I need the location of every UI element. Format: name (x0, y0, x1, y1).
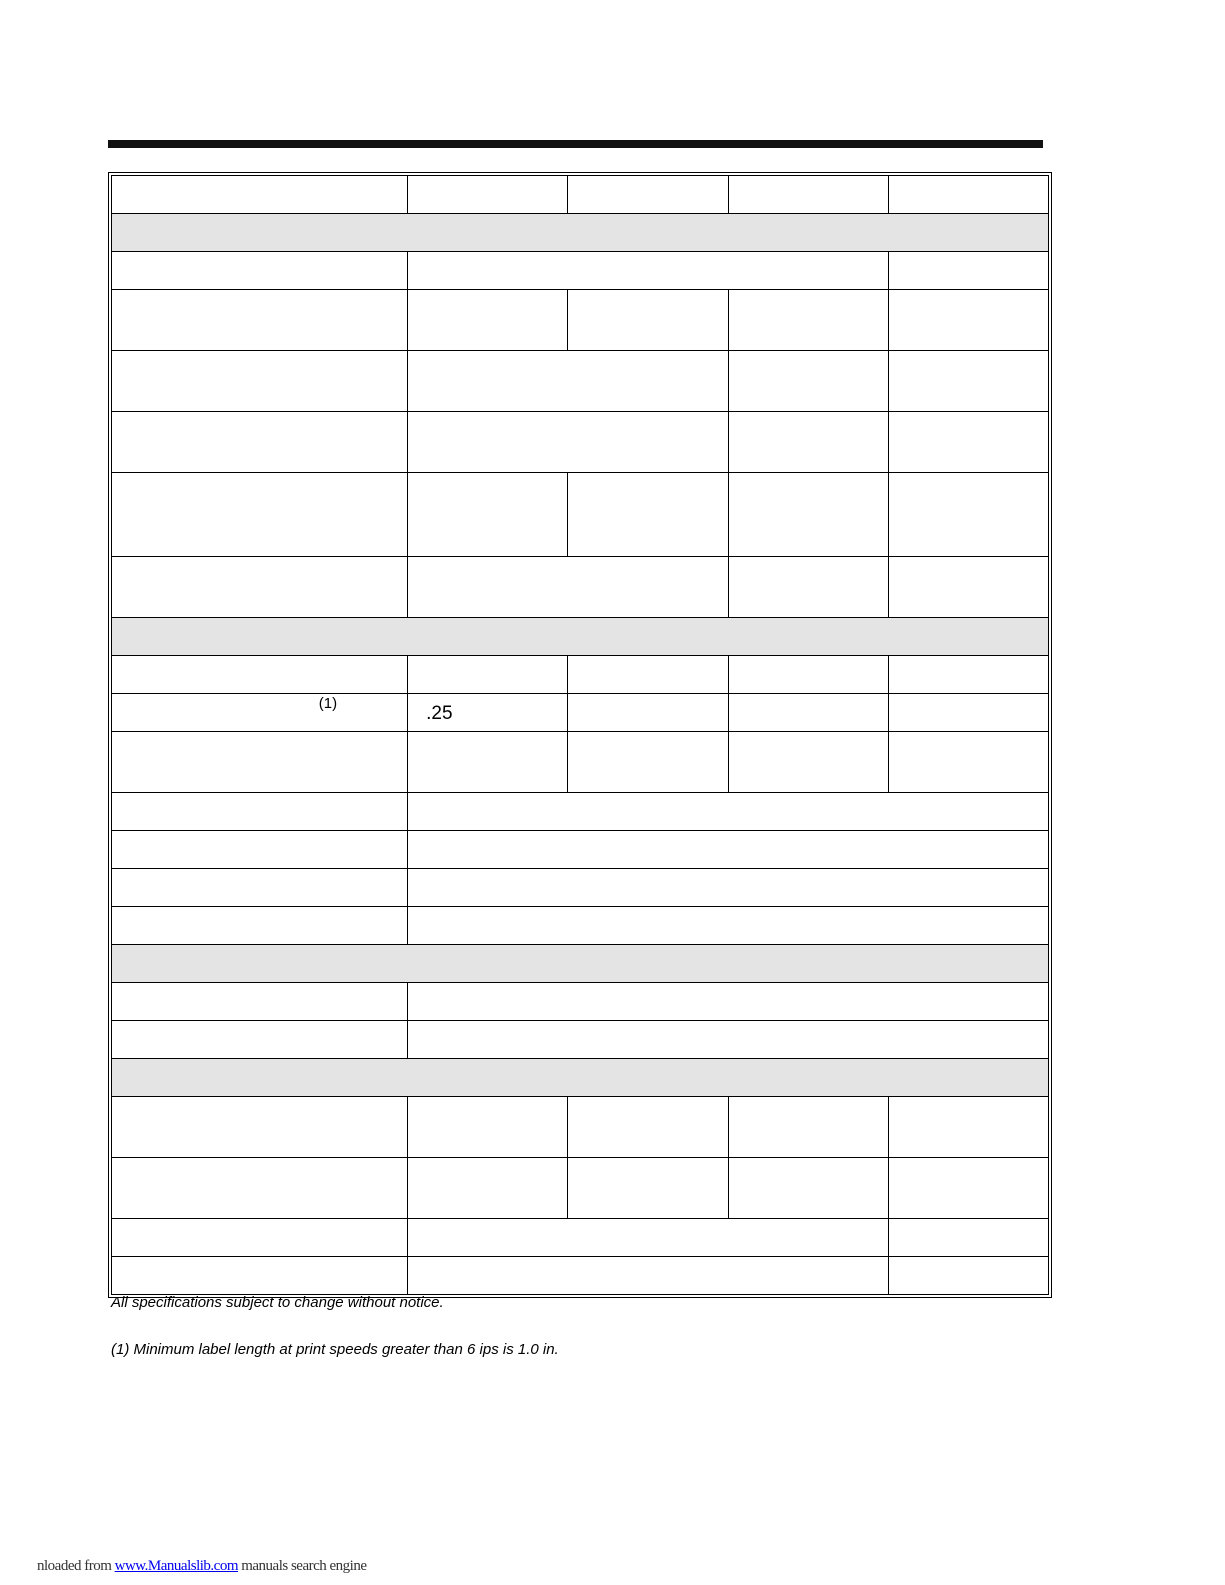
spec-label-cell (112, 557, 408, 618)
spec-label-cell (112, 351, 408, 412)
table-row (112, 869, 1049, 907)
header-cell (112, 176, 408, 214)
table-row (112, 290, 1049, 351)
spec-value-cell (408, 1257, 889, 1295)
spec-value-cell (728, 557, 888, 618)
spec-value-cell (888, 1158, 1048, 1219)
spec-label-cell (112, 412, 408, 473)
spec-value-cell (408, 907, 1049, 945)
spec-value-cell (888, 694, 1048, 732)
section-cell (112, 1059, 1049, 1097)
min-label-length-value: .25 (426, 703, 453, 724)
spec-value-cell (408, 1158, 568, 1219)
spec-value-cell (888, 1257, 1048, 1295)
spec-value-cell (728, 290, 888, 351)
spec-value-cell (408, 831, 1049, 869)
spec-value-cell (728, 473, 888, 557)
header-cell (888, 176, 1048, 214)
spec-label-cell (112, 983, 408, 1021)
header-row (112, 176, 1049, 214)
spec-value-cell (408, 557, 728, 618)
section-row (112, 1059, 1049, 1097)
footer-suffix: manuals search engine (237, 1558, 367, 1574)
table-row (112, 412, 1049, 473)
section-row (112, 945, 1049, 983)
spec-value-cell (568, 656, 728, 694)
footer-prefix: nloaded from (37, 1558, 112, 1574)
spec-value-cell (568, 290, 728, 351)
section-row (112, 214, 1049, 252)
spec-label-cell (112, 793, 408, 831)
spec-value-cell (888, 351, 1048, 412)
table-row (112, 1097, 1049, 1158)
spec-value-cell (728, 732, 888, 793)
table-row (112, 1219, 1049, 1257)
spec-value-cell (888, 656, 1048, 694)
table-row (112, 252, 1049, 290)
spec-value-cell (408, 656, 568, 694)
spec-value-cell (728, 1097, 888, 1158)
spec-value-cell (408, 1021, 1049, 1059)
table-row (112, 1257, 1049, 1295)
header-cell (408, 176, 568, 214)
spec-label-cell (112, 1097, 408, 1158)
footnote-text: (1) Minimum label length at print speeds greater than 6 ips is 1.0 in. (111, 1341, 559, 1358)
table-row (112, 351, 1049, 412)
spec-value-cell (568, 694, 728, 732)
spec-value-cell (408, 473, 568, 557)
spec-value-cell (408, 252, 889, 290)
spec-value-cell (568, 1158, 728, 1219)
spec-label-cell (112, 1219, 408, 1257)
table-row (112, 557, 1049, 618)
spec-value-cell (408, 793, 1049, 831)
spec-value-cell (888, 1097, 1048, 1158)
spec-value-cell (568, 732, 728, 793)
spec-label-cell (112, 732, 408, 793)
spec-value-cell (568, 1097, 728, 1158)
spec-value-cell (408, 1097, 568, 1158)
table-row (112, 1158, 1049, 1219)
spec-value-cell (408, 1219, 889, 1257)
table-row (112, 1021, 1049, 1059)
spec-value-cell (728, 656, 888, 694)
table-row (112, 473, 1049, 557)
spec-label-cell (112, 907, 408, 945)
spec-label-cell (112, 869, 408, 907)
spec-value-cell (408, 351, 728, 412)
header-cell (568, 176, 728, 214)
top-rule (108, 140, 1043, 148)
spec-value-cell (408, 732, 568, 793)
spec-label-cell (112, 1021, 408, 1059)
spec-value-cell (728, 412, 888, 473)
spec-value-cell (408, 412, 728, 473)
table-row (112, 732, 1049, 793)
spec-value-cell (888, 290, 1048, 351)
section-cell (112, 214, 1049, 252)
spec-label-cell (112, 694, 408, 732)
section-row (112, 618, 1049, 656)
header-cell (728, 176, 888, 214)
section-cell (112, 618, 1049, 656)
manualslib-link[interactable]: www.Manualslib.com (114, 1558, 238, 1574)
table-row (112, 656, 1049, 694)
spec-value-cell (408, 694, 568, 732)
spec-value-cell (408, 290, 568, 351)
table-row (112, 907, 1049, 945)
spec-label-cell (112, 473, 408, 557)
spec-value-cell (888, 732, 1048, 793)
table-row (112, 694, 1049, 732)
spec-value-cell (568, 473, 728, 557)
spec-value-cell (888, 473, 1048, 557)
spec-label-cell (112, 831, 408, 869)
section-cell (112, 945, 1049, 983)
spec-value-cell (888, 252, 1048, 290)
spec-value-cell (728, 351, 888, 412)
spec-label-cell (112, 1158, 408, 1219)
spec-value-cell (888, 412, 1048, 473)
spec-value-cell (408, 869, 1049, 907)
table-row (112, 983, 1049, 1021)
spec-table (111, 175, 1049, 1295)
table-row (112, 831, 1049, 869)
spec-value-cell (728, 694, 888, 732)
spec-value-cell (888, 557, 1048, 618)
spec-label-cell (112, 290, 408, 351)
spec-label-cell (112, 252, 408, 290)
spec-label-cell (112, 1257, 408, 1295)
spec-value-cell (408, 983, 1049, 1021)
download-footer (37, 1558, 367, 1575)
disclaimer-note: All specifications subject to change without notice. (111, 1294, 444, 1311)
spec-label-cell (112, 656, 408, 694)
footnote-marker: (1) (318, 695, 338, 712)
spec-value-cell (728, 1158, 888, 1219)
spec-value-cell (888, 1219, 1048, 1257)
table-row (112, 793, 1049, 831)
